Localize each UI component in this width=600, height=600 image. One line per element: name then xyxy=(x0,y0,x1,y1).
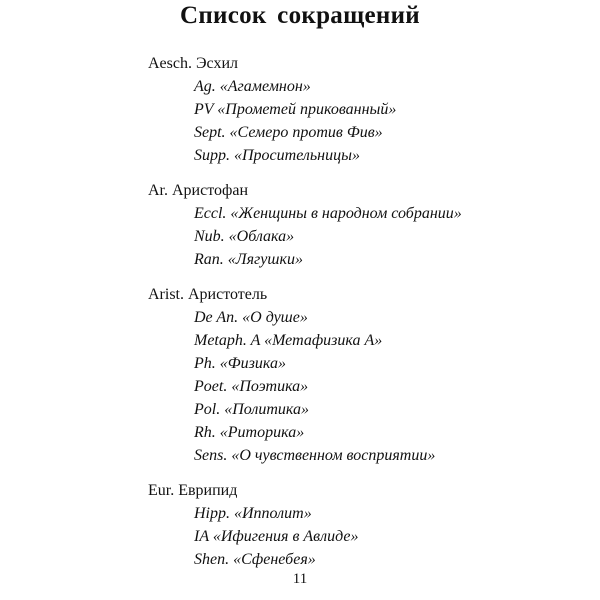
author-entry: Aesch. Эсхил xyxy=(148,55,238,72)
work-entry: Supp. «Просительницы» xyxy=(194,147,360,164)
abbreviation-list xyxy=(148,52,588,583)
work-entry: De An. «О душе» xyxy=(194,309,308,326)
work-entry: Rh. «Риторика» xyxy=(194,424,305,441)
work-list xyxy=(148,75,588,167)
work-entry: Sept. «Семеро против Фив» xyxy=(194,124,383,141)
work-list xyxy=(148,202,588,271)
work-entry: PV «Прометей прикованный» xyxy=(194,101,397,118)
work-entry: Ph. «Физика» xyxy=(194,355,286,372)
work-entry: Eccl. «Женщины в народном собрании» xyxy=(194,205,462,222)
work-entry: Ag. «Агамемнон» xyxy=(194,78,311,95)
work-entry: Hipp. «Ипполит» xyxy=(194,505,312,522)
author-section xyxy=(148,179,588,271)
work-entry: Sens. «О чувственном восприятии» xyxy=(194,447,436,464)
work-entry: Nub. «Облака» xyxy=(194,228,295,245)
author-entry: Ar. Аристофан xyxy=(148,182,249,199)
work-entry: Pol. «Политика» xyxy=(194,401,309,418)
author-section xyxy=(148,479,588,571)
work-list xyxy=(148,502,588,571)
author-section xyxy=(148,52,588,167)
work-list xyxy=(148,306,588,467)
author-section xyxy=(148,283,588,467)
page-title: Список сокращений xyxy=(179,2,421,29)
author-entry: Arist. Аристотель xyxy=(148,286,268,303)
work-entry: Poet. «Поэтика» xyxy=(194,378,309,395)
author-entry: Eur. Еврипид xyxy=(148,482,238,499)
work-entry: Metaph. A «Метафизика A» xyxy=(194,332,383,349)
page-number: 11 xyxy=(292,571,308,587)
work-entry: IA «Ифигения в Авлиде» xyxy=(194,528,359,545)
work-entry: Ran. «Лягушки» xyxy=(194,251,303,268)
work-entry: Shen. «Сфенебея» xyxy=(194,551,316,568)
